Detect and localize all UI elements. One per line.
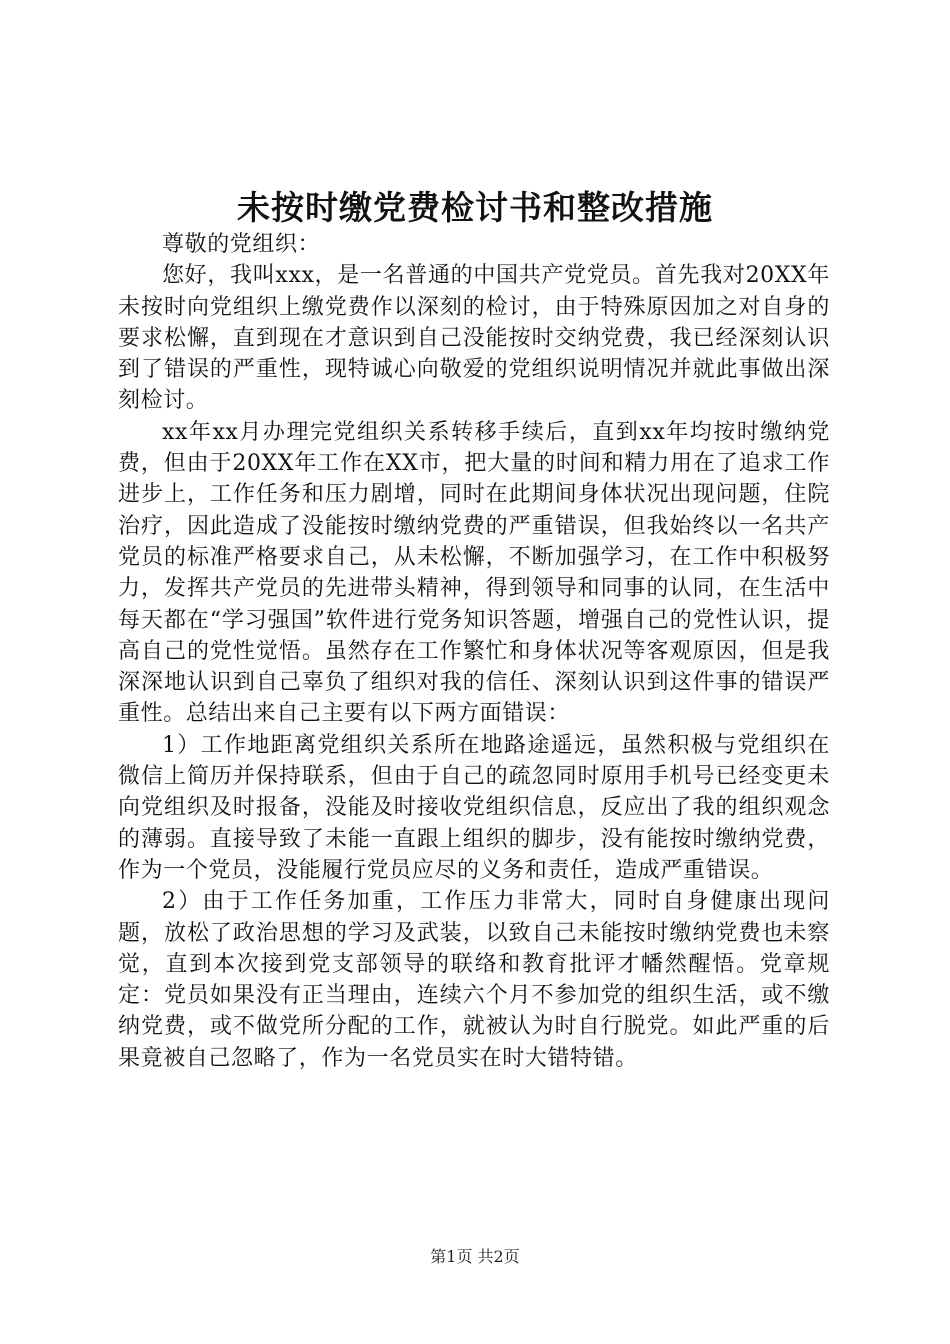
paragraph-intro: 您好，我叫xxx，是一名普通的中国共产党党员。首先我对20XX年未按时向党组织上缴党费作以深刻的检讨，由于特殊原因加之对自身的要求松懈，直到现在才意识到自己没能按时交纳党费，我已经深刻认识到了错误的严重性，现特诚心向敬爱的党组织说明情况并就此事做出深刻检讨。 — [118, 263, 830, 414]
paragraph-background: xx年xx月办理完党组织关系转移手续后，直到xx年均按时缴纳党费，但由于20XX年工作在XX市，把大量的时间和精力用在了追求工作进步上，工作任务和压力剧增，同时在此期间身体状况出现问题，住院治疗，因此造成了没能按时缴纳党费的严重错误，但我始终以一名共产党员的标准严格要求自己，从未松懈，不断加强学习，在工作中积极努力，发挥共产党员的先进带头精神，得到领导和同事的认同，在生活中每天都在“学习强国”软件进行党务知识答题，增强自己的党性认识，提高自己的党性觉悟。虽然存在工作繁忙和身体状况等客观原因，但是我深深地认识到自己辜负了组织对我的信任、深刻认识到这件事的错误严重性。总结出来自己主要有以下两方面错误： — [118, 419, 830, 727]
document-body — [118, 229, 830, 1074]
paragraph-error-two: 2）由于工作任务加重，工作压力非常大，同时自身健康出现问题，放松了政治思想的学习及武装，以致自己未能按时缴纳党费也未察觉，直到本次接到党支部领导的联络和教育批评才幡然醒悟。党章规定：党员如果没有正当理由，连续六个月不参加党的组织生活，或不缴纳党费，或不做党所分配的工作，就被认为时自行脱党。如此严重的后果竟被自己忽略了，作为一名党员实在时大错特错。 — [118, 889, 830, 1071]
paragraph-error-one: 1）工作地距离党组织关系所在地路途遥远，虽然积极与党组织在微信上简历并保持联系，但由于自己的疏忽同时原用手机号已经变更未向党组织及时报备，没能及时接收党组织信息，反应出了我的组织观念的薄弱。直接导致了未能一直跟上组织的脚步，没有能按时缴纳党费，作为一个党员，没能履行党员应尽的义务和责任，造成严重错误。 — [118, 732, 830, 883]
document-title: 未按时缴党费检讨书和整改措施 — [237, 188, 713, 227]
page-number-footer: 第1页 共2页 — [430, 1247, 520, 1266]
salutation: 尊敬的党组织： — [162, 232, 321, 257]
